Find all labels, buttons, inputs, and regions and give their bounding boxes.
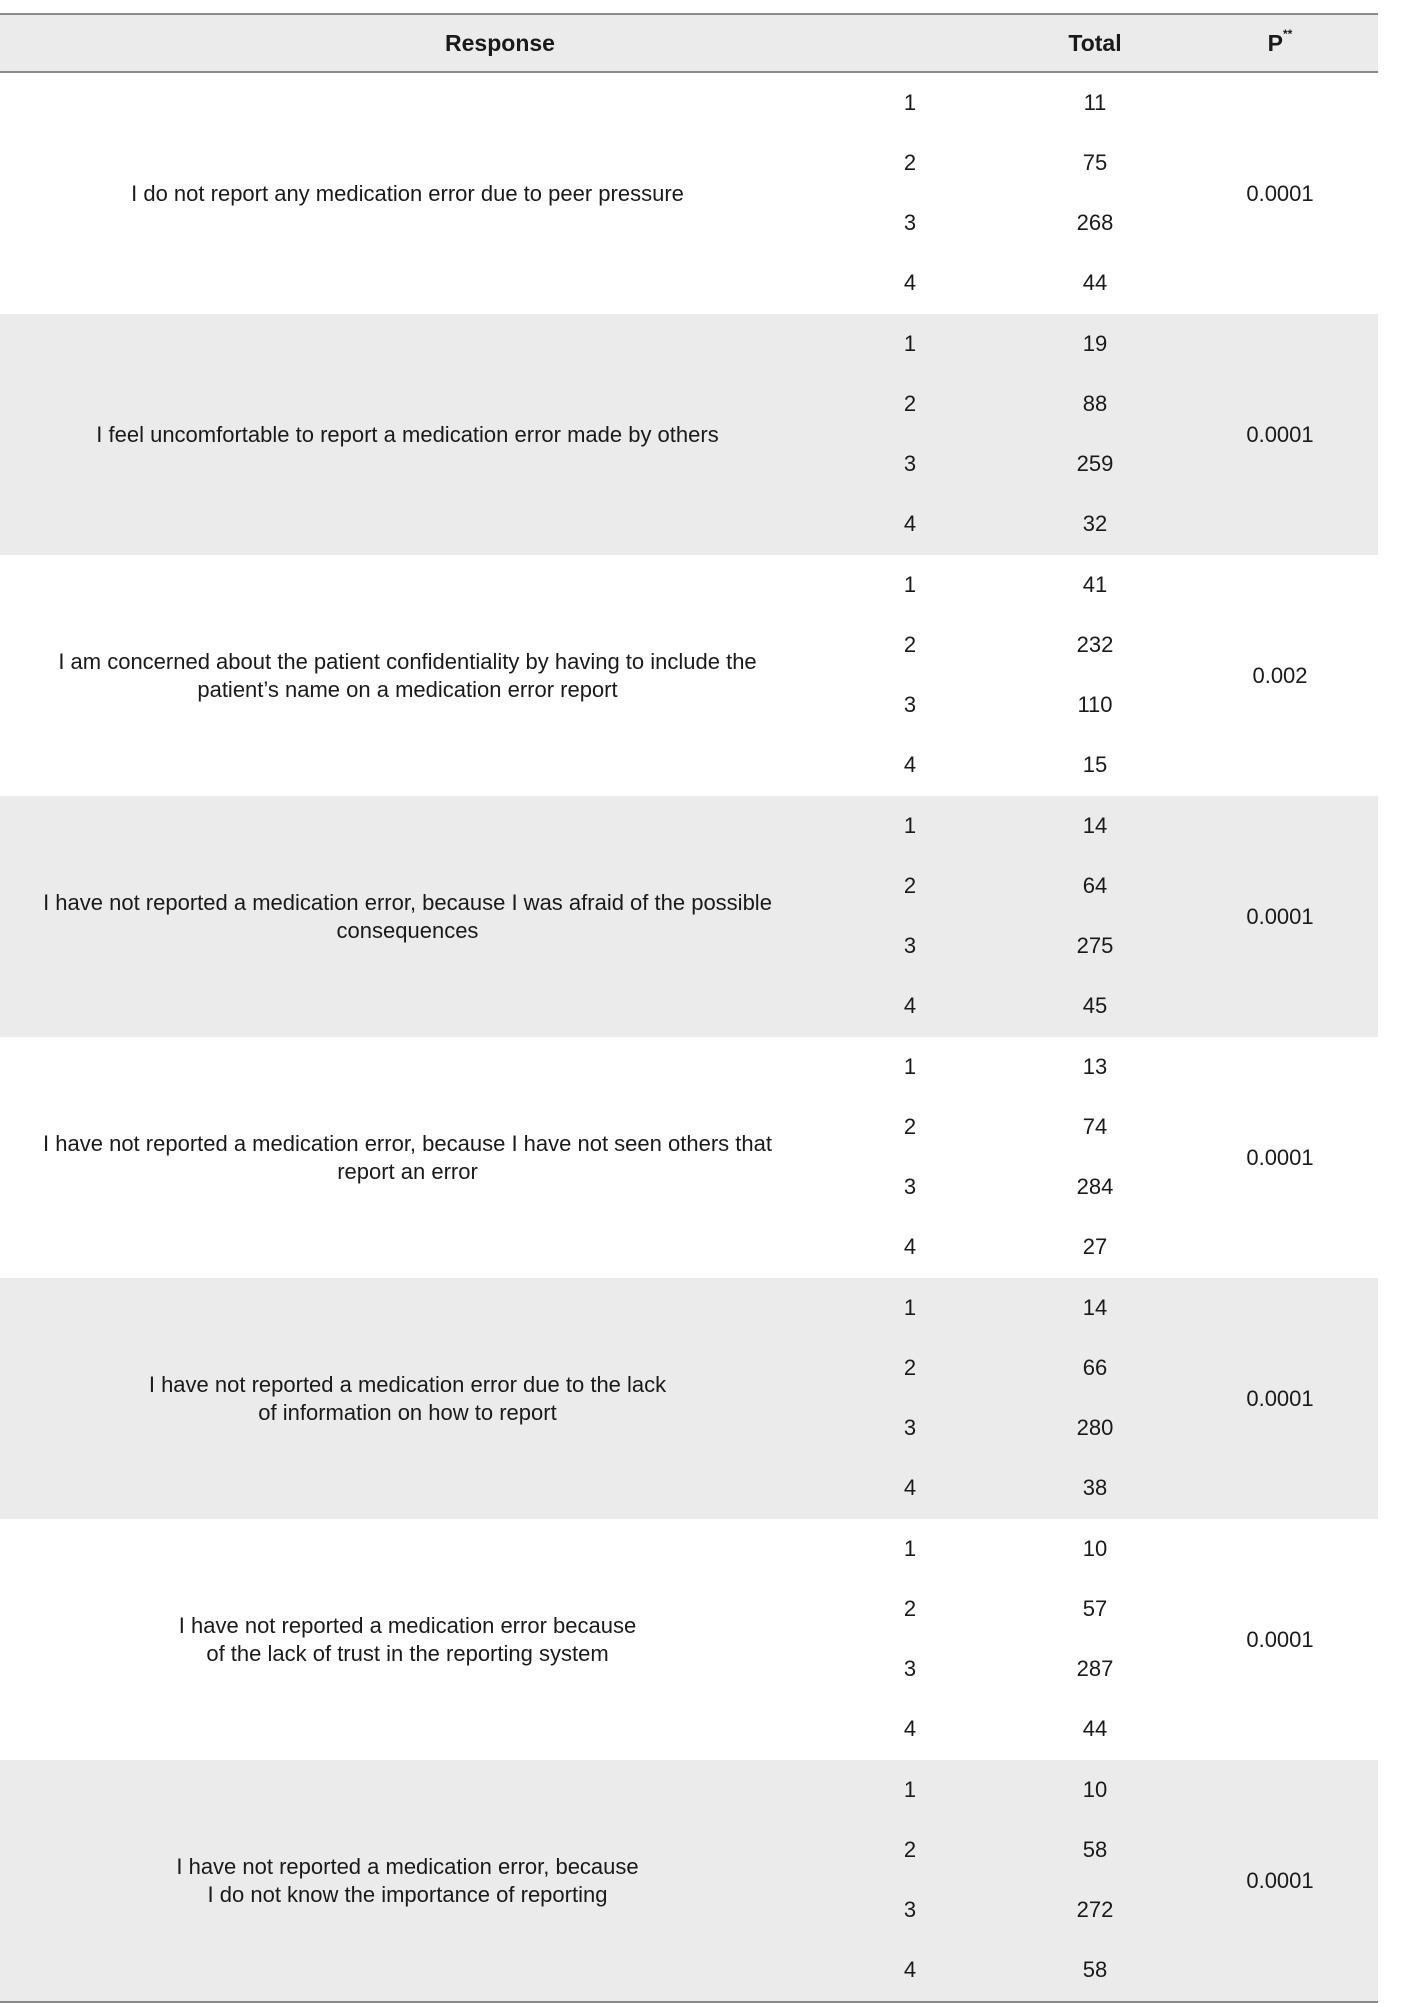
- level-cell: 4: [903, 1716, 917, 1741]
- table-row: [0, 1579, 1378, 1639]
- total-cell: 272: [1076, 1897, 1114, 1922]
- table-row-group: [0, 314, 1378, 555]
- total-cell: 268: [1076, 210, 1114, 235]
- level-cell: 2: [903, 873, 917, 898]
- p-value-cell: 0.002: [1252, 662, 1308, 688]
- response-text: I have not reported a medication error due to the lack of information on how to report: [148, 1371, 667, 1425]
- p-value-cell: 0.0001: [1246, 1144, 1314, 1170]
- level-cell: 3: [903, 1656, 917, 1681]
- level-cell: 4: [903, 1475, 917, 1500]
- response-text: I feel uncomfortable to report a medication error made by others: [96, 421, 719, 447]
- table-row-group: [0, 555, 1378, 796]
- level-cell: 2: [903, 391, 917, 416]
- table-row: [0, 615, 1378, 675]
- level-cell: 1: [903, 1777, 917, 1802]
- table-row: [0, 916, 1378, 976]
- table-row: [0, 1940, 1378, 2000]
- table-row: [0, 856, 1378, 916]
- table-row: [0, 735, 1378, 795]
- total-cell: 44: [1082, 270, 1108, 295]
- level-cell: 4: [903, 1957, 917, 1982]
- table-row: [0, 434, 1378, 494]
- table-row: [0, 1820, 1378, 1880]
- table-row-group: [0, 796, 1378, 1037]
- total-cell: 259: [1076, 451, 1114, 476]
- header-p-superscript: **: [1283, 27, 1293, 41]
- total-cell: 284: [1076, 1174, 1114, 1199]
- table-row: [0, 1338, 1378, 1398]
- total-cell: 10: [1082, 1777, 1108, 1802]
- table-row: [0, 796, 1378, 856]
- total-cell: 15: [1082, 752, 1108, 777]
- table-row: [0, 73, 1378, 133]
- level-cell: 2: [903, 150, 917, 175]
- level-cell: 1: [903, 331, 917, 356]
- level-cell: 3: [903, 692, 917, 717]
- table-header: [0, 13, 1378, 73]
- total-cell: 27: [1082, 1234, 1108, 1259]
- response-text: I do not report any medication error due to peer pressure: [131, 180, 684, 206]
- table-row: [0, 1760, 1378, 1820]
- total-cell: 57: [1082, 1596, 1108, 1621]
- total-cell: 232: [1076, 632, 1114, 657]
- level-cell: 1: [903, 1295, 917, 1320]
- table-row: [0, 253, 1378, 313]
- total-cell: 38: [1082, 1475, 1108, 1500]
- table-row: [0, 1278, 1378, 1338]
- total-cell: 275: [1076, 933, 1114, 958]
- header-response: Response: [445, 30, 555, 56]
- table-row: [0, 1398, 1378, 1458]
- level-cell: 2: [903, 1114, 917, 1139]
- p-value-cell: 0.0001: [1246, 1626, 1314, 1652]
- total-cell: 64: [1082, 873, 1108, 898]
- table-row: [0, 1157, 1378, 1217]
- response-text: I have not reported a medication error, because I was afraid of the possible consequences: [43, 889, 772, 943]
- total-cell: 58: [1082, 1957, 1108, 1982]
- total-cell: 75: [1082, 150, 1108, 175]
- p-value-cell: 0.0001: [1246, 180, 1314, 206]
- total-cell: 14: [1082, 1295, 1108, 1320]
- p-value-cell: 0.0001: [1246, 1385, 1314, 1411]
- header-total: Total: [1068, 30, 1122, 56]
- total-cell: 280: [1076, 1415, 1114, 1440]
- table-row: [0, 1880, 1378, 1940]
- total-cell: 41: [1082, 572, 1108, 597]
- level-cell: 4: [903, 993, 917, 1018]
- table-row: [0, 193, 1378, 253]
- level-cell: 1: [903, 572, 917, 597]
- table-row: [0, 1037, 1378, 1097]
- level-cell: 1: [903, 90, 917, 115]
- total-cell: 11: [1083, 90, 1107, 115]
- level-cell: 4: [903, 752, 917, 777]
- level-cell: 1: [903, 1536, 917, 1561]
- level-cell: 3: [903, 1897, 917, 1922]
- table-row: [0, 1097, 1378, 1157]
- total-cell: 32: [1082, 511, 1108, 536]
- total-cell: 287: [1076, 1656, 1114, 1681]
- table-row: [0, 314, 1378, 374]
- level-cell: 2: [903, 1355, 917, 1380]
- total-cell: 110: [1077, 692, 1113, 717]
- table-row-group: [0, 1278, 1378, 1519]
- table-row: [0, 494, 1378, 554]
- total-cell: 45: [1082, 993, 1108, 1018]
- total-cell: 10: [1082, 1536, 1108, 1561]
- level-cell: 4: [903, 270, 917, 295]
- table-row: [0, 133, 1378, 193]
- level-cell: 3: [903, 1174, 917, 1199]
- total-cell: 88: [1082, 391, 1108, 416]
- total-cell: 14: [1082, 813, 1108, 838]
- table-row-group: [0, 1760, 1378, 2001]
- table-row-group: [0, 73, 1378, 314]
- header-p-value: [1215, 15, 1345, 71]
- p-value-cell: 0.0001: [1246, 1867, 1314, 1893]
- level-cell: 2: [903, 1837, 917, 1862]
- response-text: I have not reported a medication error, because I have not seen others that report an error: [43, 1130, 772, 1184]
- response-text: I have not reported a medication error, because I do not know the importance of reporting: [176, 1853, 639, 1907]
- table-row: [0, 976, 1378, 1036]
- level-cell: 3: [903, 210, 917, 235]
- level-cell: 3: [903, 451, 917, 476]
- table-row-group: [0, 1037, 1378, 1278]
- total-cell: 19: [1082, 331, 1108, 356]
- level-cell: 4: [903, 511, 917, 536]
- p-value-cell: 0.0001: [1246, 421, 1314, 447]
- level-cell: 2: [903, 632, 917, 657]
- table-row: [0, 1699, 1378, 1759]
- results-table: [0, 13, 1378, 2003]
- level-cell: 3: [903, 1415, 917, 1440]
- table-row-group: [0, 1519, 1378, 1760]
- level-cell: 1: [903, 813, 917, 838]
- level-cell: 4: [903, 1234, 917, 1259]
- total-cell: 44: [1082, 1716, 1108, 1741]
- level-cell: 2: [903, 1596, 917, 1621]
- table-row: [0, 1458, 1378, 1518]
- total-cell: 74: [1082, 1114, 1108, 1139]
- p-value-cell: 0.0001: [1246, 903, 1314, 929]
- table-row: [0, 675, 1378, 735]
- total-cell: 66: [1082, 1355, 1108, 1380]
- table-row: [0, 374, 1378, 434]
- table-body: [0, 73, 1378, 2001]
- table-row: [0, 1217, 1378, 1277]
- response-text: I have not reported a medication error because of the lack of trust in the reporting system: [178, 1612, 637, 1666]
- total-cell: 13: [1082, 1054, 1108, 1079]
- table-row: [0, 1519, 1378, 1579]
- response-text: I am concerned about the patient confidentiality by having to include the patient’s name on a medication error report: [58, 648, 757, 702]
- total-cell: 58: [1082, 1837, 1108, 1862]
- level-cell: 1: [903, 1054, 917, 1079]
- table-row: [0, 555, 1378, 615]
- header-p-label: P: [1267, 30, 1283, 56]
- level-cell: 3: [903, 933, 917, 958]
- table-row: [0, 1639, 1378, 1699]
